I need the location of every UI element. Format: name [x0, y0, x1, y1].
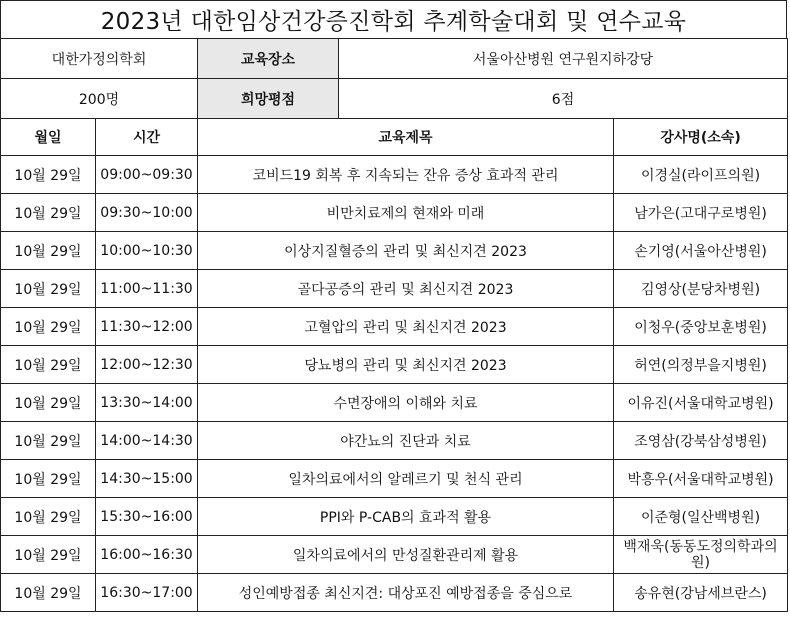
topic-cell: 당뇨병의 관리 및 최신지견 2023	[198, 346, 614, 384]
table-row	[1, 498, 788, 536]
header-time: 시간	[96, 119, 198, 156]
topic-cell: 일차의료에서의 만성질환관리제 활용	[198, 536, 614, 574]
speaker-cell: 이유진(서울대학교병원)	[614, 384, 788, 422]
attendee-count-cell: 200명	[1, 79, 198, 119]
speaker-cell: 이청우(중앙보훈병원)	[614, 308, 788, 346]
date-cell: 10월 29일	[1, 270, 96, 308]
table-row	[1, 156, 788, 194]
topic-cell: 고혈압의 관리 및 최신지견 2023	[198, 308, 614, 346]
speaker-cell: 박흥우(서울대학교병원)	[614, 460, 788, 498]
date-cell: 10월 29일	[1, 460, 96, 498]
time-cell: 13:30~14:00	[96, 384, 198, 422]
table-row	[1, 270, 788, 308]
points-label-cell: 희망평점	[198, 79, 339, 119]
table-row	[1, 232, 788, 270]
topic-cell: 수면장애의 이해와 치료	[198, 384, 614, 422]
time-cell: 11:30~12:00	[96, 308, 198, 346]
header-date: 월일	[1, 119, 96, 156]
table-row	[1, 422, 788, 460]
speaker-cell: 손기영(서울아산병원)	[614, 232, 788, 270]
table-row	[1, 384, 788, 422]
speaker-cell: 송유현(강남세브란스)	[614, 574, 788, 612]
speaker-cell: 조영삼(강북삼성병원)	[614, 422, 788, 460]
table-row	[1, 308, 788, 346]
header-speaker: 강사명(소속)	[614, 119, 788, 156]
table-row	[1, 536, 788, 574]
time-cell: 16:00~16:30	[96, 536, 198, 574]
time-cell: 14:00~14:30	[96, 422, 198, 460]
table-row	[1, 194, 788, 232]
time-cell: 11:00~11:30	[96, 270, 198, 308]
time-cell: 10:00~10:30	[96, 232, 198, 270]
speaker-cell: 남가은(고대구로병원)	[614, 194, 788, 232]
date-cell: 10월 29일	[1, 232, 96, 270]
time-cell: 16:30~17:00	[96, 574, 198, 612]
table-header-row	[1, 119, 788, 156]
topic-cell: 이상지질혈증의 관리 및 최신지견 2023	[198, 232, 614, 270]
topic-cell: 일차의료에서의 알레르기 및 천식 관리	[198, 460, 614, 498]
speaker-cell: 이준형(일산백병원)	[614, 498, 788, 536]
organizer-cell: 대한가정의학회	[1, 39, 198, 79]
topic-cell: PPI와 P-CAB의 효과적 활용	[198, 498, 614, 536]
info-row-place	[1, 39, 788, 79]
topic-cell: 골다공증의 관리 및 최신지견 2023	[198, 270, 614, 308]
schedule-table	[0, 38, 788, 612]
speaker-cell: 허연(의정부을지병원)	[614, 346, 788, 384]
table-row	[1, 574, 788, 612]
date-cell: 10월 29일	[1, 574, 96, 612]
date-cell: 10월 29일	[1, 498, 96, 536]
topic-cell: 코비드19 회복 후 지속되는 잔유 증상 효과적 관리	[198, 156, 614, 194]
date-cell: 10월 29일	[1, 384, 96, 422]
info-row-points	[1, 79, 788, 119]
page-title: 2023년 대한임상건강증진학회 추계학술대회 및 연수교육	[0, 0, 787, 38]
time-cell: 09:30~10:00	[96, 194, 198, 232]
date-cell: 10월 29일	[1, 422, 96, 460]
table-row	[1, 346, 788, 384]
time-cell: 14:30~15:00	[96, 460, 198, 498]
date-cell: 10월 29일	[1, 156, 96, 194]
topic-cell: 성인예방접종 최신지견: 대상포진 예방접종을 중심으로	[198, 574, 614, 612]
table-row	[1, 460, 788, 498]
speaker-cell: 백재욱(동동도정의학과의원)	[614, 536, 788, 574]
time-cell: 12:00~12:30	[96, 346, 198, 384]
date-cell: 10월 29일	[1, 346, 96, 384]
time-cell: 15:30~16:00	[96, 498, 198, 536]
place-label-cell: 교육장소	[198, 39, 339, 79]
speaker-cell: 김영상(분당차병원)	[614, 270, 788, 308]
topic-cell: 야간뇨의 진단과 치료	[198, 422, 614, 460]
header-topic: 교육제목	[198, 119, 614, 156]
time-cell: 09:00~09:30	[96, 156, 198, 194]
date-cell: 10월 29일	[1, 194, 96, 232]
points-value-cell: 6점	[339, 79, 788, 119]
place-value-cell: 서울아산병원 연구원지하강당	[339, 39, 788, 79]
date-cell: 10월 29일	[1, 536, 96, 574]
date-cell: 10월 29일	[1, 308, 96, 346]
speaker-cell: 이경실(라이프의원)	[614, 156, 788, 194]
topic-cell: 비만치료제의 현재와 미래	[198, 194, 614, 232]
